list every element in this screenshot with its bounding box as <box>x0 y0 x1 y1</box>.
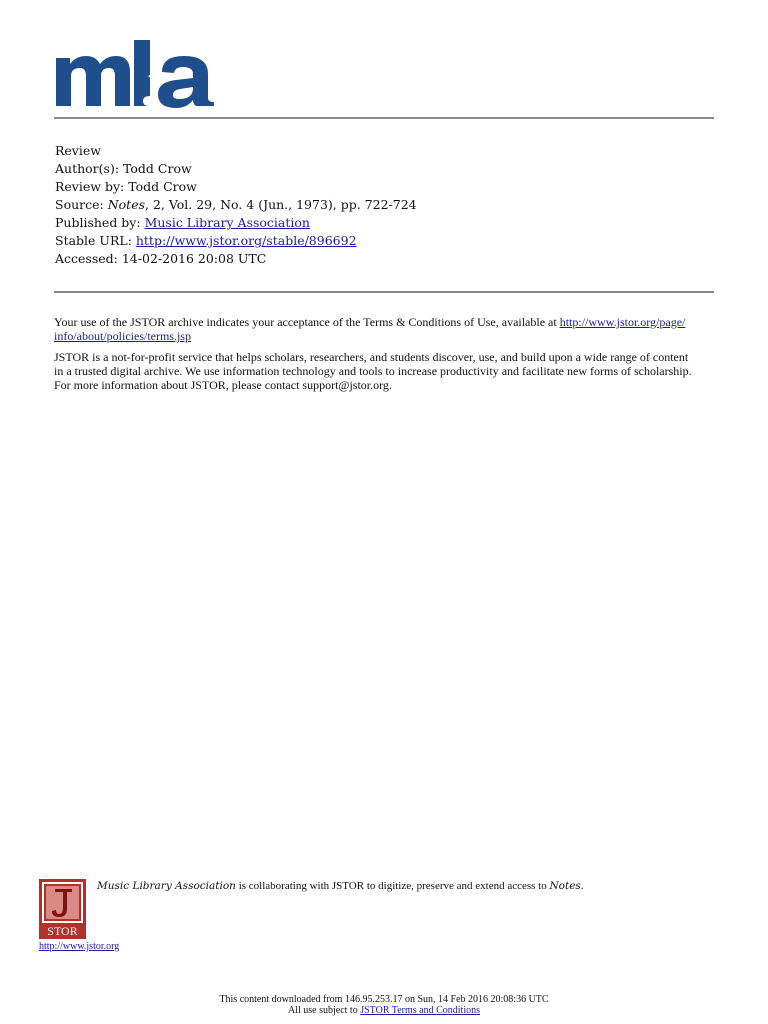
reviewer: Todd Crow <box>128 179 197 194</box>
middle-rule <box>54 291 714 293</box>
terms-notice <box>54 315 724 399</box>
publisher-line: Published by: Music Library Association <box>55 215 310 230</box>
stable-url-line: Stable URL: http://www.jstor.org/stable/896692 <box>55 233 357 248</box>
accessed-line: Accessed: 14-02-2016 20:08 UTC <box>55 251 267 266</box>
collab-journal: Notes <box>549 880 581 892</box>
item-type: Review <box>55 143 101 158</box>
authors-line: Author(s): Todd Crow <box>55 161 192 176</box>
top-rule <box>54 117 714 119</box>
source-journal: Notes <box>107 197 146 212</box>
publisher-link[interactable]: Music Library Association <box>144 215 310 230</box>
terms-link[interactable]: http://www.jstor.org/page/ info/about/policies/terms.jsp <box>54 315 686 343</box>
jstor-info-paragraph: JSTOR is a not-for-profit service that helps scholars, researchers, and students discover, use, and build upon a wide range of content in a trusted digital archive. We use information technology and tools to increase productivity and facilitate new forms of scholarship. For more information about JSTOR, please contact support@jstor.org. <box>54 350 692 392</box>
mla-logo <box>54 38 216 108</box>
jstor-logo <box>39 879 86 939</box>
collaboration-statement: Music Library Association is collaborating with JSTOR to digitize, preserve and extend access to Notes. <box>97 880 584 892</box>
citation-block <box>55 142 417 268</box>
authors: Todd Crow <box>123 161 192 176</box>
jstor-logo-text: STOR <box>47 924 78 938</box>
collab-org: Music Library Association <box>97 880 236 892</box>
jstor-home-link[interactable]: http://www.jstor.org <box>39 941 120 952</box>
terms-conditions-link[interactable]: JSTOR Terms and Conditions <box>360 1005 480 1016</box>
source-details: , 2, Vol. 29, No. 4 (Jun., 1973), pp. 722-724 <box>145 197 417 212</box>
download-footer <box>0 994 768 1016</box>
source-line: Source: Notes, 2, Vol. 29, No. 4 (Jun., 1973), pp. 722-724 <box>55 197 417 212</box>
download-info: This content downloaded from 146.95.253.17 on Sun, 14 Feb 2016 20:08:36 UTC <box>219 994 549 1005</box>
terms-paragraph: Your use of the JSTOR archive indicates your acceptance of the Terms & Conditions of Use, available at http://www.jstor.org/page/ info/about/policies/terms.jsp <box>54 315 686 343</box>
terms-footer-line: All use subject to JSTOR Terms and Conditions <box>288 1005 480 1016</box>
stable-url-link[interactable]: http://www.jstor.org/stable/896692 <box>135 233 357 248</box>
accessed-date: 14-02-2016 20:08 UTC <box>121 251 267 266</box>
review-by-line: Review by: Todd Crow <box>55 179 197 194</box>
